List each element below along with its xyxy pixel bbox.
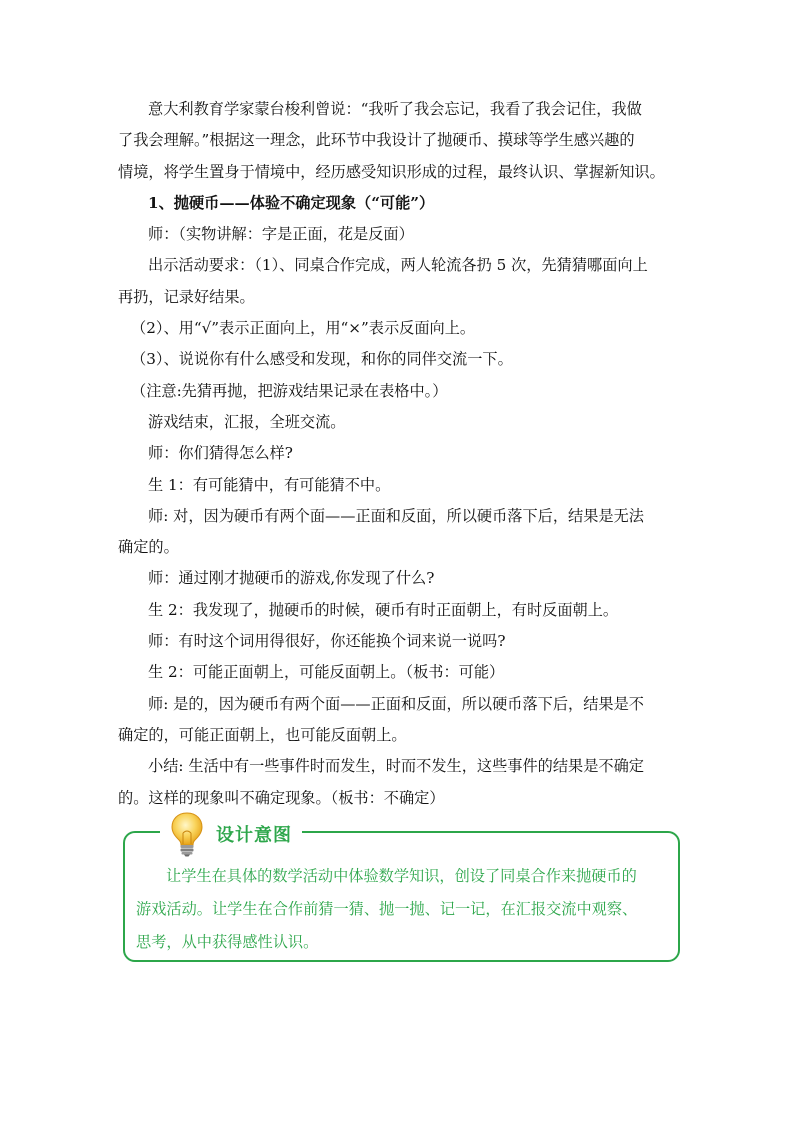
paragraph-line: 的。这样的现象叫不确定现象。（板书：不确定） [118, 788, 445, 807]
paragraph-line: 确定的。 [118, 538, 179, 557]
paragraph-line: 确定的，可能正面朝上，也可能反面朝上。 [118, 725, 407, 744]
paragraph-line: 再扔，记录好结果。 [118, 287, 255, 306]
paragraph-line: 游戏结束，汇报，全班交流。 [148, 412, 346, 431]
paragraph-line: 师：你们猜得怎么样? [148, 444, 293, 463]
paragraph-line: 生 1：有可能猜中，有可能猜不中。 [148, 475, 391, 494]
section-heading: 1、抛硬币——体验不确定现象（“可能”） [148, 193, 435, 212]
paragraph-line: 师：（实物讲解：字是正面，花是反面） [148, 225, 414, 244]
paragraph-line: 生 2：可能正面朝上，可能反面朝上。（板书：可能） [148, 663, 505, 682]
paragraph-line: （注意:先猜再抛，把游戏结果记录在表格中。） [131, 381, 448, 400]
paragraph-line: 生 2：我发现了，抛硬币的时候，硬币有时正面朝上，有时反面朝上。 [148, 600, 619, 619]
design-intent-title: 设计意图 [216, 825, 292, 846]
design-intent-header [160, 812, 302, 856]
paragraph-line: 小结: 生活中有一些事件时而发生，时而不发生，这些事件的结果是不确定 [148, 757, 644, 776]
paragraph-line: 意大利教育学家蒙台梭利曾说：“我听了我会忘记，我看了我会记住，我做 [148, 100, 642, 118]
main-text [118, 94, 678, 814]
design-line: 思考，从中获得感性认识。 [136, 933, 319, 951]
paragraph-line: 师: 是的，因为硬币有两个面——正面和反面，所以硬币落下后，结果是不 [148, 694, 644, 713]
paragraph-line: 师: 对，因为硬币有两个面——正面和反面，所以硬币落下后，结果是无法 [148, 506, 644, 525]
paragraph-line: （2）、用“√”表示正面向上，用“×”表示反面向上。 [131, 319, 476, 338]
paragraph-line: 师：通过刚才抛硬币的游戏,你发现了什么? [148, 569, 435, 588]
paragraph-line: （3）、说说你有什么感受和发现，和你的同伴交流一下。 [131, 350, 513, 369]
design-line: 让学生在具体的数学活动中体验数学知识，创设了同桌合作来抛硬币的 [166, 867, 637, 885]
lightbulb-icon [170, 811, 204, 857]
paragraph-line: 出示活动要求：（1）、同桌合作完成，两人轮流各扔 5 次，先猜猜哪面向上 [148, 256, 648, 275]
design-intent-text [136, 860, 671, 959]
paragraph-line: 了我会理解。”根据这一理念，此环节中我设计了抛硬币、摸球等学生感兴趣的 [118, 131, 635, 150]
paragraph-line: 情境，将学生置身于情境中，经历感受知识形成的过程，最终认识、掌握新知识。 [118, 162, 665, 181]
design-line: 游戏活动。让学生在合作前猜一猜、抛一抛、记一记，在汇报交流中观察、 [136, 900, 638, 918]
paragraph-line: 师：有时这个词用得很好，你还能换个词来说一说吗? [148, 632, 506, 651]
